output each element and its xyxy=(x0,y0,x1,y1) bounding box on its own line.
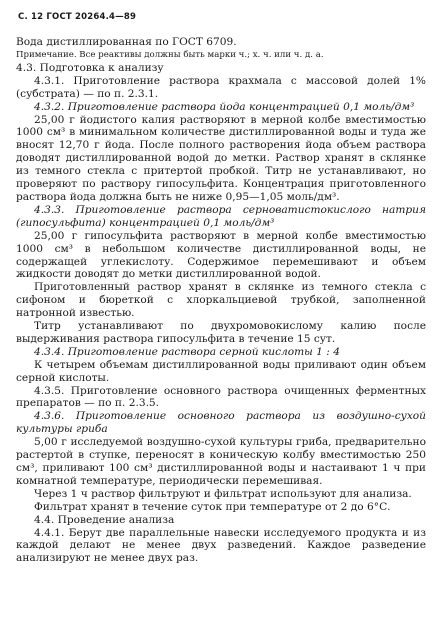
paragraph: 25,00 г гипосульфита растворяют в мерной колбе вместимостью 1000 см³ в небольшом количестве дистиллированной воды, не содержащей углекислоту. Содержимое перемешивают и объем жидкости доводят до метки дистиллированной водой. xyxy=(16,229,426,281)
paragraph: Примечание. Все реактивы должны быть марки ч.; х. ч. или ч. д. а. xyxy=(16,49,324,60)
document-body xyxy=(16,36,426,565)
paragraph: Через 1 ч раствор фильтруют и фильтрат используют для анализа. xyxy=(34,487,412,500)
paragraph: Титр устанавливают по двухромовокислому калию после выдерживания раствора гипосульфита в течение 15 сут. xyxy=(16,320,426,345)
paragraph: 4.4. Проведение анализа xyxy=(34,513,175,526)
paragraph: Вода дистиллированная по ГОСТ 6709. xyxy=(16,36,237,48)
paragraph: 25,00 г йодистого калия растворяют в мерной колбе вместимостью 1000 см³ в минимальном количестве дистиллированной воды и туда же вносят 12,70 г йода. После полного растворения йода объем раствора доводят дистиллированной водой до метки. Раствор хранят в склянке из темного стекла с притертой пробкой. Титр не устанавливают, но проверяют по раствору гипосульфита. Концентрация приготовленного раствора йода должна быть не ниже 0,95—1,05 моль/дм³. xyxy=(16,113,426,203)
paragraph: 4.3. Подготовка к анализу xyxy=(16,61,164,74)
paragraph: 4.3.2. Приготовление раствора йода концентрацией 0,1 моль/дм³ xyxy=(34,100,415,113)
paragraph: 4.3.5. Приготовление основного раствора очищенных ферментных препаратов — по п. 2.3.5. xyxy=(16,384,426,410)
paragraph: 4.3.1. Приготовление раствора крахмала с массовой долей 1% (субстрата) — по п. 2.3.1. xyxy=(16,74,426,100)
paragraph: 4.4.1. Берут две параллельные навески исследуемого продукта и из каждой делают не менее двух разведений. Каждое разведение анализируют не менее двух раз. xyxy=(16,526,426,565)
paragraph: 5,00 г исследуемой воздушно-сухой культуры гриба, предварительно растертой в ступке, переносят в коническую колбу вместимостью 250 см³, приливают 100 см³ дистиллированной воды и настаивают 1 ч при комнатной температуре, периодически перемешивая. xyxy=(16,436,426,487)
paragraph: 4.3.3. Приготовление раствора серноватистокислого натрия (гипосульфита) концентрацией 0,1 моль/дм³ xyxy=(16,203,426,229)
paragraph: Приготовленный раствор хранят в склянке из темного стекла с сифоном и бюреткой с хлоркальциевой трубкой, заполненной натронной известью. xyxy=(16,281,426,320)
page-header: С. 12 ГОСТ 20264.4—89 xyxy=(18,12,137,22)
paragraph: 4.3.4. Приготовление раствора серной кислоты 1 : 4 xyxy=(34,345,340,358)
paragraph: 4.3.6. Приготовление основного раствора из воздушно-сухой культуры гриба xyxy=(16,410,426,436)
paragraph: К четырем объемам дистиллированной воды приливают один объем серной кислоты. xyxy=(16,358,426,384)
paragraph: Фильтрат хранят в течение суток при температуре от 2 до 6°С. xyxy=(34,500,391,513)
